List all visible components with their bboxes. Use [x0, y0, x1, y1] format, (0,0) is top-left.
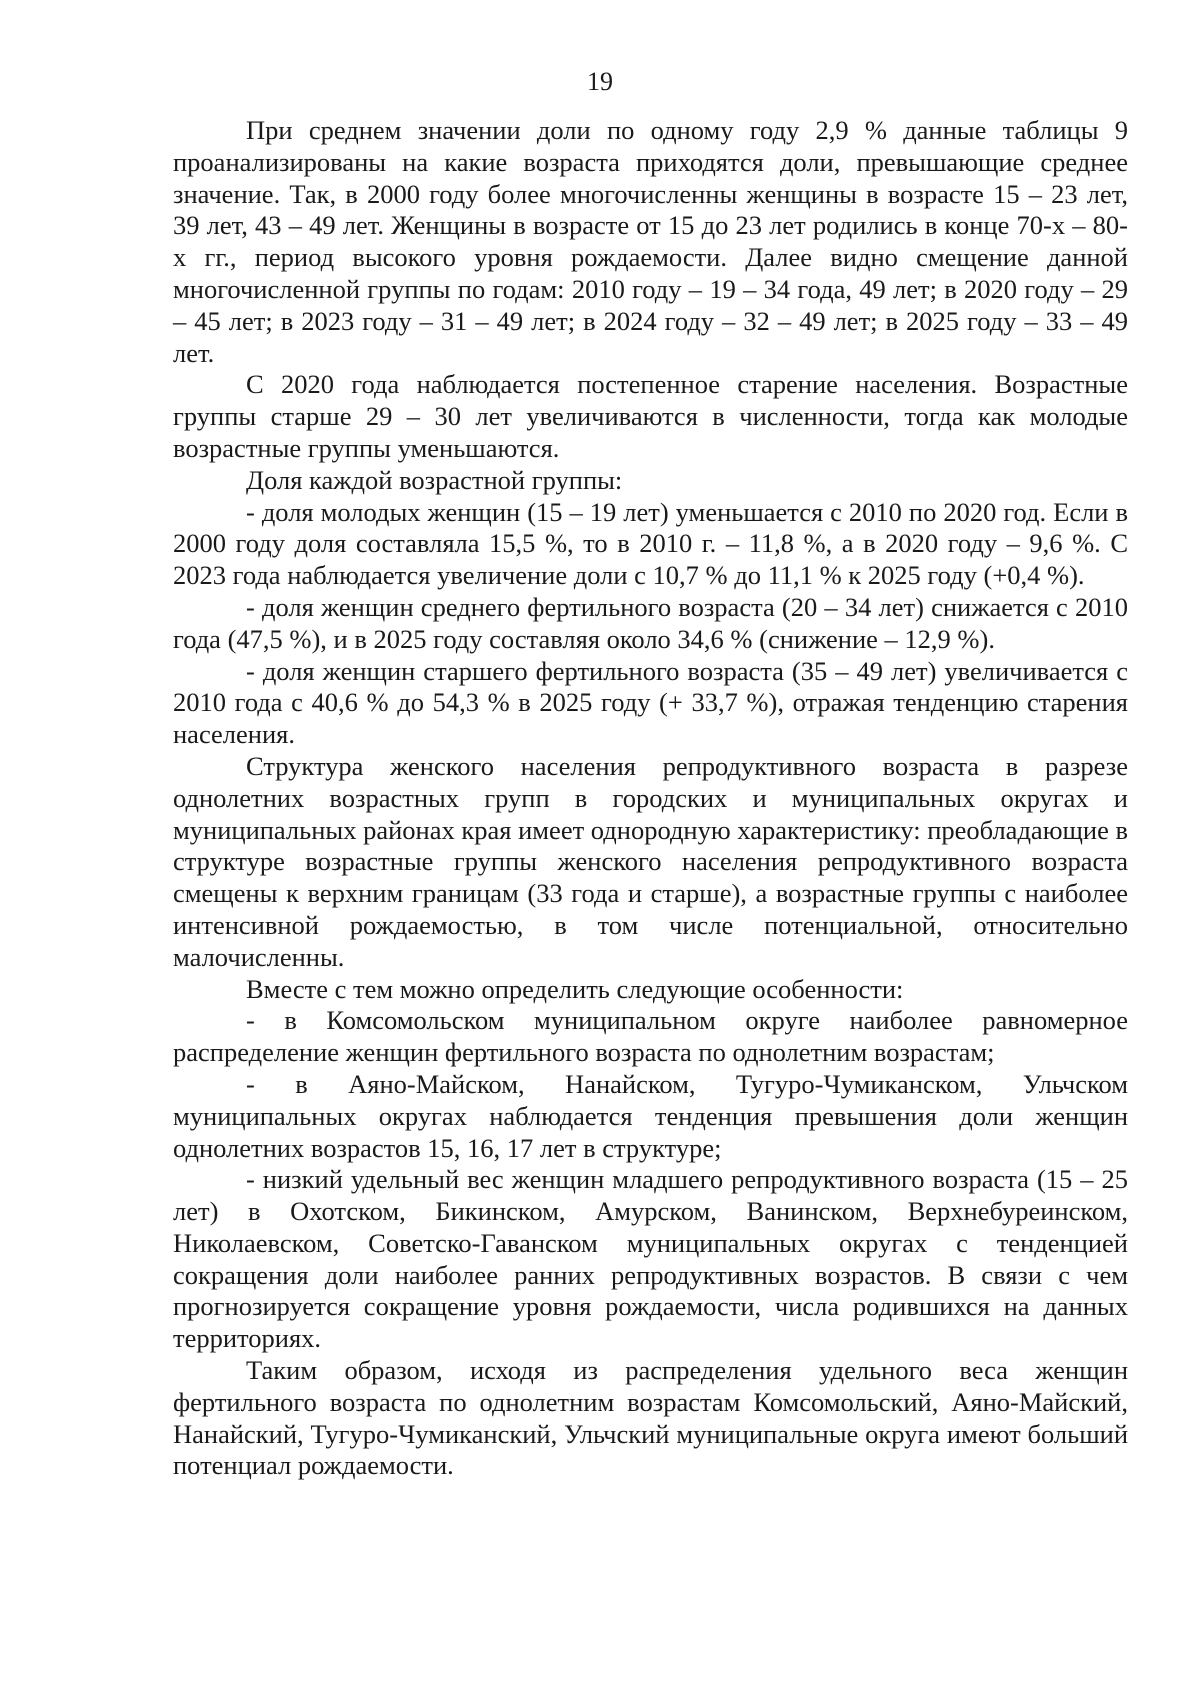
- paragraph-conclusion: Таким образом, исходя из распределения удельного веса женщин фертильного возраста по однолетним возрастам Комсомольский, Аяно-Майский, Нанайский, Тугуро-Чумиканский, Ульчский муниципальные округа имеют больший потенциал рождаемости.: [173, 1355, 1128, 1481]
- page-number: 19: [587, 67, 613, 96]
- paragraph-average-share: При среднем значении доли по одному году 2,9 % данные таблицы 9 проанализированы на какие возраста приходятся доли, превышающие среднее значение. Так, в 2000 году более многочисленны женщины в возрасте 15 – 23 лет, 39 лет, 43 – 49 лет. Женщины в возрасте от 15 до 23 лет родились в конце 70-х – 80-х гг., период высокого уровня рождаемости. Далее видно смещение данной многочисленной группы по годам: 2010 году – 19 – 34 года, 49 лет; в 2020 году – 29 – 45 лет; в 2023 году – 31 – 49 лет; в 2024 году – 32 – 49 лет; в 2025 году – 33 – 49 лет.: [173, 115, 1128, 368]
- paragraph-age-group-share-intro: Доля каждой возрастной группы:: [246, 464, 623, 495]
- list-item-ayano-maysky: - в Аяно-Майском, Нанайском, Тугуро-Чумиканском, Ульчском муниципальных округах наблюдается тенденция превышения доли женщин однолетних возрастов 15, 16, 17 лет в структуре;: [173, 1068, 1128, 1163]
- list-item-middle-fertile-age: - доля женщин среднего фертильного возраста (20 – 34 лет) снижается с 2010 года (47,5 %), и в 2025 году составляя около 34,6 % (снижение – 12,9 %).: [173, 591, 1128, 654]
- list-item-older-fertile-age: - доля женщин старшего фертильного возраста (35 – 49 лет) увеличивается с 2010 года с 40,6 % до 54,3 % в 2025 году (+ 33,7 %), отражая тенденцию старения населения.: [173, 655, 1128, 750]
- list-item-low-share: - низкий удельный вес женщин младшего репродуктивного возраста (15 – 25 лет) в Охотском, Бикинском, Амурском, Ванинском, Верхнебуреинском, Николаевском, Советско-Гаванском муниципальных округах с тенденцией сокращения доли наиболее ранних репродуктивных возрастов. В связи с чем прогнозируется сокращение уровня рождаемости, числа родившихся на данных территориях.: [173, 1164, 1128, 1354]
- list-item-komsomolsky: - в Комсомольском муниципальном округе наиболее равномерное распределение женщин фертильного возраста по однолетним возрастам;: [173, 1005, 1128, 1068]
- paragraph-features-intro: Вместе с тем можно определить следующие особенности:: [246, 973, 904, 1004]
- paragraph-population-aging: С 2020 года наблюдается постепенное старение населения. Возрастные группы старше 29 – 30 лет увеличиваются в численности, тогда как молодые возрастные группы уменьшаются.: [173, 369, 1128, 463]
- list-item-young-women: - доля молодых женщин (15 – 19 лет) уменьшается с 2010 по 2020 год. Если в 2000 году доля составляла 15,5 %, то в 2010 г. – 11,8 %, а в 2020 году – 9,6 %. С 2023 года наблюдается увеличение доли с 10,7 % до 11,1 % к 2025 году (+0,4 %).: [173, 496, 1128, 591]
- paragraph-structure: Структура женского населения репродуктивного возраста в разрезе однолетних возрастных групп в городских и муниципальных округах и муниципальных районах края имеет однородную характеристику: преобладающие в структуре возрастные группы женского населения репродуктивного возраста смещены к верхним границам (33 года и старше), а возрастные группы с наиболее интенсивной рождаемостью, в том числе потенциальной, относительно малочисленны.: [173, 750, 1128, 972]
- document-body: [173, 115, 1128, 1482]
